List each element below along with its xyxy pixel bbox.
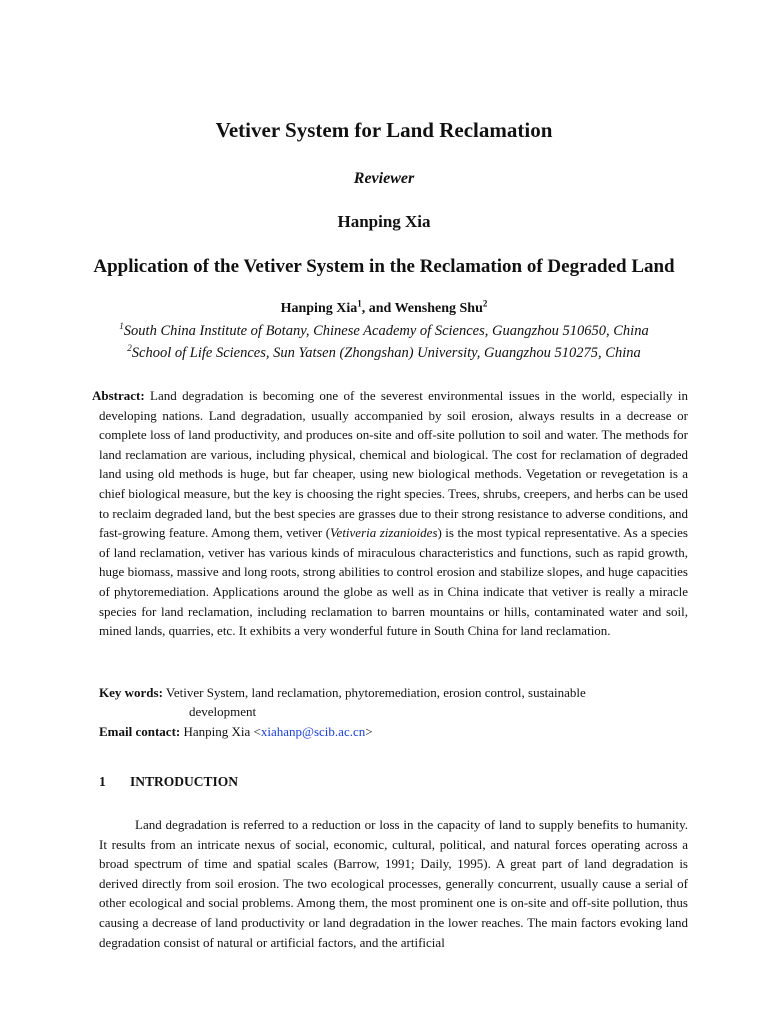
keywords [99, 683, 688, 721]
author-line [0, 298, 768, 317]
reviewer-name: Hanping Xia [337, 212, 431, 231]
abstract-label: Abstract: [92, 388, 145, 403]
author-1: Hanping Xia [280, 301, 358, 316]
keywords-line-1: Vetiver System, land reclamation, phytoremediation, erosion control, sustainable [162, 685, 586, 700]
email-label: Email contact: [99, 724, 181, 739]
intro-paragraph: Land degradation is referred to a reduction or loss in the capacity of land to supply benefits to humanity. It results from an intricate nexus of social, economic, cultural, political, and natural forces operating across a broad spectrum of time and spatial scales (Barrow, 1991; Daily, 1995). A great part of land degradation is derived directly from soil erosion. The two ecological processes, generally concurrent, usually cause a serial of other ecological and social problems. Among them, the most prominent one is on-site and off-site pollution, thus causing a decrease of land productivity or land degradation in the lower reaches. The main factors evoking land degradation consist of natural or artificial factors, and the artificial [99, 817, 688, 950]
author-2-sup: 2 [482, 298, 488, 309]
email-name: Hanping Xia < [180, 724, 261, 739]
affiliation-2-sup: 2 [127, 343, 132, 354]
author-2: Wensheng Shu [394, 301, 483, 316]
email-close: > [365, 724, 373, 739]
affiliation-2 [0, 345, 768, 362]
affiliation-1 [0, 323, 768, 340]
author-separator: , and [361, 301, 395, 316]
section-heading [99, 774, 238, 790]
affiliation-2-text: School of Life Sciences, Sun Yatsen (Zhongshan) University, Guangzhou 510275, China [131, 345, 641, 361]
section-number: 1 [99, 774, 106, 789]
abstract-species: Vetiveria zizanioides [330, 525, 438, 541]
email-link[interactable]: xiahanp@scib.ac.cn [260, 724, 366, 739]
affiliation-1-sup: 1 [119, 321, 124, 332]
reviewer-label: Reviewer [353, 170, 415, 187]
section-title: INTRODUCTION [130, 774, 239, 789]
abstract-text-1: Land degradation is becoming one of the severest environmental issues in the world, especially in developing nations. Land degradation, usually accompanied by soil erosion, always results in a decrease or complete loss of land productivity, and produces on-site and off-site pollution to soil and water. The methods for land reclamation are various, including physical, chemical and biological. The cost for reclamation of degraded land using old methods is huge, but far cheaper, using new biological methods. Vegetation or revegetation is a chief biological measure, but the key is choosing the right species. Trees, shrubs, creepers, and herbs can be used to reclaim degraded land, but the best species are grasses due to their strong resistance to adverse conditions, and fast-growing feature. Among them, vetiver ( [99, 388, 688, 541]
document-title: Vetiver System for Land Reclamation [215, 118, 553, 142]
author-1-sup: 1 [357, 298, 362, 309]
paper-title: Application of the Vetiver System in the Reclamation of Degraded Land [93, 256, 675, 277]
affiliation-1-text: South China Institute of Botany, Chinese Academy of Sciences, Guangzhou 510650, China [123, 323, 649, 339]
abstract-text-2: ) is the most typical representative. As a species of land reclamation, vetiver has various kinds of miraculous characteristics and functions, such as rapid growth, huge biomass, massive and long roots, strong abilities to control erosion and stabilize slopes, and huge capacities of phytoremediation. Applications around the globe as well as in China indicate that vetiver is really a miracle species for land reclamation, including reclamation to barren mountains or hills, contaminated water and soil, mined lands, quarries, etc. It exhibits a very wonderful future in South China for land reclamation. [99, 525, 688, 639]
abstract [92, 386, 688, 641]
email-contact [99, 722, 688, 741]
keywords-line-2: development [189, 704, 257, 719]
keywords-label: Key words: [99, 685, 163, 700]
